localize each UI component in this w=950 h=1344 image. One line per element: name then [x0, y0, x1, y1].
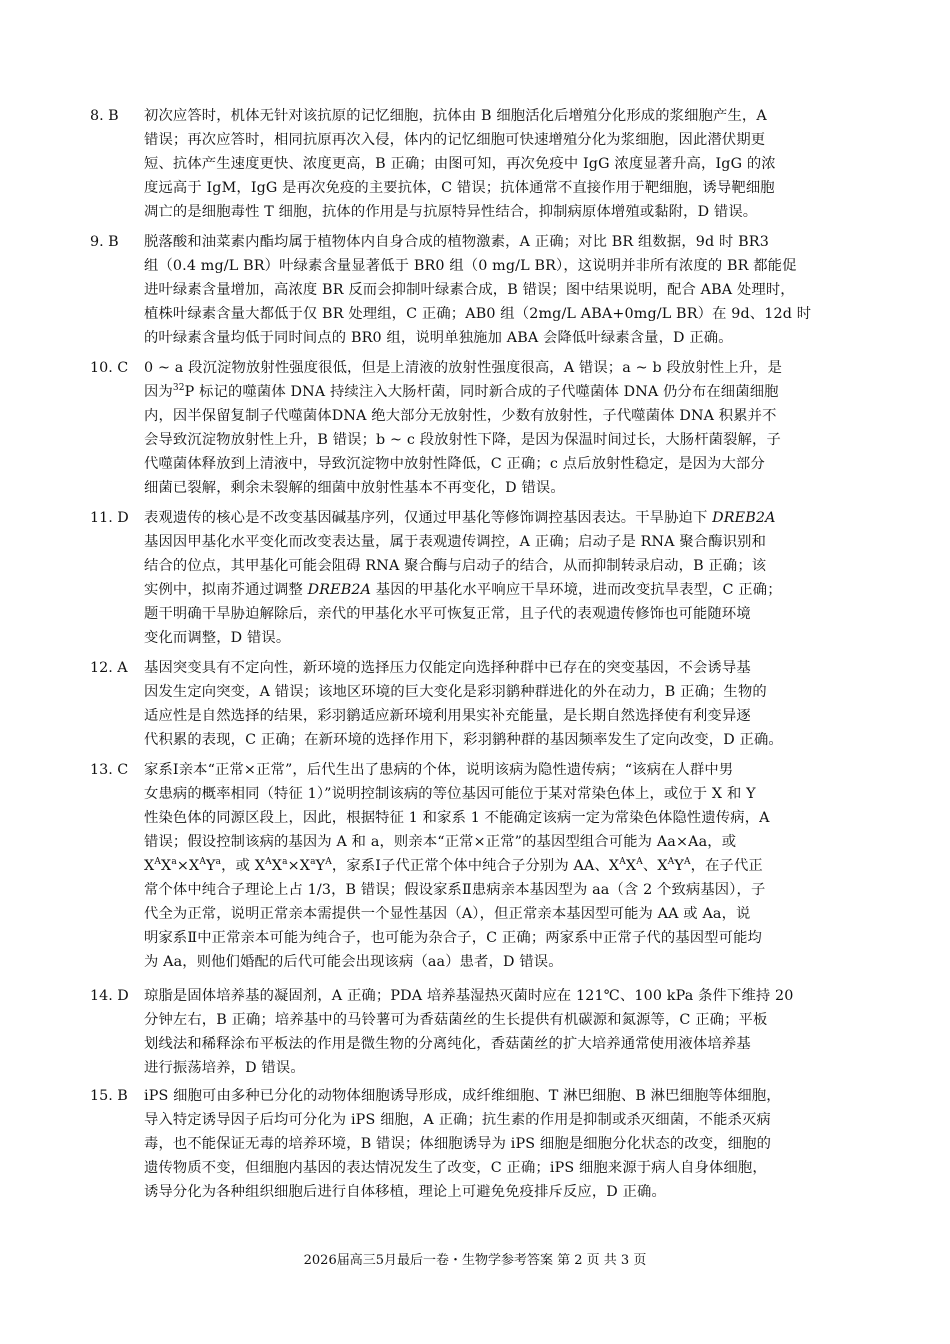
item-line: 进叶绿素含量增加，高浓度 BR 反而会抑制叶绿素合成，B 错误；图中结果说明，配合 ABA 处理时，: [144, 282, 795, 298]
item-line: 琼脂是固体培养基的凝固剂，A 正确；PDA 培养基湿热灭菌时应在 121℃、100 kPa 条件下维持 20: [144, 988, 794, 1004]
line-text: 表观遗传的核心是不改变基因碱基序列，仅通过甲基化等修饰调控基因表达。干旱胁迫下: [144, 510, 713, 526]
item-line-genotypes: $X^AX^a\times X^AY^a$，或 $X^AX^a\times X^aY^A$，家系Ⅰ子代正常个体中纯合子分别为 AA、$X^AX^A$、$X^AY^A$，在子代正: [144, 857, 763, 874]
item-line: 毒，也不能保证无毒的培养环境，B 错误；体细胞诱导为 iPS 细胞是细胞分化状态的改变，细胞的: [144, 1136, 772, 1152]
item-number: 8. B: [90, 108, 119, 124]
item-line: 脱落酸和油菜素内酯均属于植物体内自身合成的植物激素，A 正确；对比 BR 组数据，9d 时 BR3: [144, 234, 769, 250]
item-line: 度远高于 IgM，IgG 是再次免疫的主要抗体，C 错误；抗体通常不直接作用于靶细胞，诱导靶细胞: [144, 180, 775, 196]
item-number: 9. B: [90, 234, 119, 250]
item-line: 组（0.4 mg/L BR）叶绿素含量显著低于 BR0 组（0 mg/L BR），这说明并非所有浓度的 BR 都能促: [144, 258, 797, 274]
isotope-superscript: 32: [172, 383, 185, 393]
item-line: 常个体中纯合子理论上占 1/3，B 错误；假设家系Ⅱ患病亲本基因型为 aa（含 2 个致病基因），子: [144, 882, 766, 898]
item-line: 家系Ⅰ亲本“正常×正常”，后代生出了患病的个体，说明该病为隐性遗传病；“该病在人群中男: [144, 762, 734, 778]
item-line: 代积累的表现，C 正确；在新环境的选择作用下，彩羽鹟种群的基因频率发生了定向改变，D 正确。: [144, 732, 783, 748]
item-line: 因发生定向突变，A 错误；该地区环境的巨大变化是彩羽鹟种群进化的外在动力，B 正确；生物的: [144, 684, 767, 700]
item-line: 为 Aa，则他们婚配的后代可能会出现该病（aa）患者，D 错误。: [144, 954, 563, 970]
item-line: 变化而调整，D 错误。: [144, 630, 291, 646]
item-line: [144, 380, 779, 404]
item-number: 11. D: [90, 510, 129, 526]
item-line: 明家系Ⅱ中正常亲本可能为纯合子，也可能为杂合子，C 正确；两家系中正常子代的基因型可能均: [144, 930, 762, 946]
line-text: 因为: [144, 384, 173, 400]
item-line: 代噬菌体释放到上清液中，导致沉淀物中放射性降低，C 正确；c 点后放射性稳定，是因为大部分: [144, 456, 765, 472]
item-line: 植株叶绿素含量大都低于仅 BR 处理组，C 正确；AB0 组（2mg/L ABA+0mg/L BR）在 9d、12d 时: [144, 306, 812, 322]
item-line: 诱导分化为各种组织细胞后进行自体移植，理论上可避免免疫排斥反应，D 正确。: [144, 1184, 666, 1200]
item-line: 凋亡的是细胞毒性 T 细胞，抗体的作用是与抗原特异性结合，抑制病原体增殖或黏附，D 错误。: [144, 204, 758, 220]
item-number: 13. C: [90, 762, 129, 778]
item-line: 代全为正常，说明正常亲本需提供一个显性基因（A），但正常亲本基因型可能为 AA 或 Aa，说: [144, 906, 751, 922]
item-line: 划线法和稀释涂布平板法的作用是微生物的分离纯化，香菇菌丝的扩大培养通常使用液体培养基: [144, 1036, 751, 1052]
item-line: 分钟左右，B 正确；培养基中的马铃薯可为香菇菌丝的生长提供有机碳源和氮源等，C 正确；平板: [144, 1012, 768, 1028]
gene-name: DREB2A: [712, 510, 776, 526]
item-line: 结合的位点，其甲基化可能会阻碍 RNA 聚合酶与启动子的结合，从而抑制转录启动，B 正确；该: [144, 558, 767, 574]
item-line: 错误；再次应答时，相同抗原再次入侵，体内的记忆细胞可快速增殖分化为浆细胞，因此潜伏期更: [144, 132, 766, 148]
item-line: 性染色体的同源区段上，因此，根据特征 1 和家系 1 不能确定该病一定为常染色体隐性遗传病，A: [144, 810, 770, 826]
line-text: ，家系Ⅰ子代正常个体中纯合子分别为 AA、: [331, 858, 609, 874]
item-line: 进行振荡培养，D 错误。: [144, 1060, 305, 1076]
item-line: 0 ~ a 段沉淀物放射性强度很低，但是上清液的放射性强度很高，A 错误；a ~ b 段放射性上升，是: [144, 360, 783, 376]
item-line: 初次应答时，机体无针对该抗原的记忆细胞，抗体由 B 细胞活化后增殖分化形成的浆细胞产生，A: [144, 108, 767, 124]
item-line: [144, 506, 776, 530]
item-number: 12. A: [90, 660, 128, 676]
item-number: 10. C: [90, 360, 129, 376]
item-line: 的叶绿素含量均低于同时间点的 BR0 组，说明单独施加 ABA 会降低叶绿素含量，D 正确。: [144, 330, 733, 346]
item-number: 14. D: [90, 988, 129, 1004]
line-text: 基因的甲基化水平响应干旱环境，进而改变抗旱表型，C 正确；: [371, 582, 782, 598]
item-line: 错误；假设控制该病的基因为 A 和 a，则亲本“正常×正常”的基因型组合可能为 Aa×Aa，或: [144, 834, 737, 850]
gene-name: DREB2A: [307, 582, 372, 598]
line-text: 实例中，拟南芥通过调整: [144, 582, 308, 598]
item-line: 女患病的概率相同（特征 1）”说明控制该病的等位基因可能位于某对常染色体上，或位于 X 和 Y: [144, 786, 756, 802]
item-line: 遗传物质不变，但细胞内基因的表达情况发生了改变，C 正确；iPS 细胞来源于病人自身体细胞，: [144, 1160, 767, 1176]
item-line: 会导致沉淀物放射性上升，B 错误；b ~ c 段放射性下降，是因为保温时间过长，大肠杆菌裂解，子: [144, 432, 781, 448]
item-line: 内，因半保留复制子代噬菌体DNA 绝大部分无放射性，少数有放射性，子代噬菌体 DNA 积累并不: [144, 408, 777, 424]
item-line: 短、抗体产生速度更快、浓度更高，B 正确；由图可知，再次免疫中 IgG 浓度显著升高，IgG 的浓: [144, 156, 776, 172]
item-line: 基因因甲基化水平变化而改变表达量，属于表观遗传调控，A 正确；启动子是 RNA 聚合酶识别和: [144, 534, 767, 550]
item-line: [144, 578, 782, 602]
page-footer: 2026届高三5月最后一卷・生物学参考答案 第 2 页 共 3 页: [303, 1253, 647, 1268]
item-number: 15. B: [90, 1088, 128, 1104]
item-line: 细菌已裂解，剩余未裂解的细菌中放射性基本不再变化，D 错误。: [144, 480, 565, 496]
item-line: 适应性是自然选择的结果，彩羽鹟适应新环境利用果实补充能量，是长期自然选择使有利变异逐: [144, 708, 751, 724]
item-line: 题干明确干旱胁迫解除后，亲代的甲基化水平可恢复正常，且子代的表观遗传修饰也可能随环境: [144, 606, 751, 622]
item-line: 导入特定诱导因子后均可分化为 iPS 细胞，A 正确；抗生素的作用是抑制或杀灭细菌，不能杀灭病: [144, 1112, 771, 1128]
item-line: 基因突变具有不定向性，新环境的选择压力仅能定向选择种群中已存在的突变基因，不会诱导基: [144, 660, 751, 676]
item-line: iPS 细胞可由多种已分化的动物体细胞诱导形成，成纤维细胞、T 淋巴细胞、B 淋巴细胞等体细胞，: [144, 1088, 781, 1104]
line-text: P 标记的噬菌体 DNA 持续注入大肠杆菌，同时新合成的子代噬菌体 DNA 仍分布在细菌细胞: [184, 384, 779, 400]
